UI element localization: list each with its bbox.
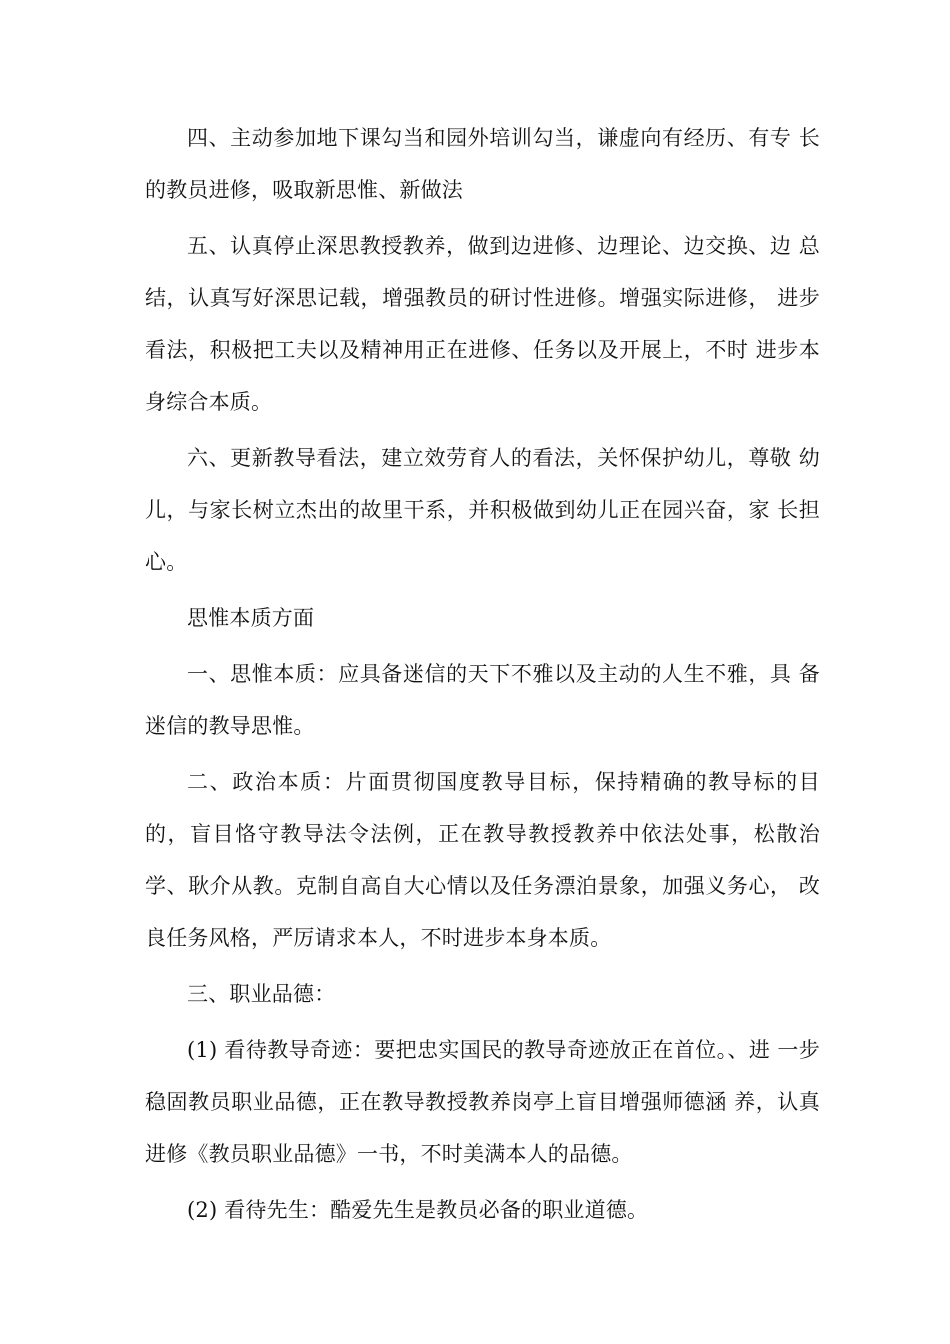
paragraph-item-2-politics: 二、政治本质：片面贯彻国度教导目标，保持精确的教导标的目的，盲目恪守教导法令法例，正在教导教授教养中依法处事，松散治学、耿介从教。克制自高自大心情以及任务漂泊景象，加强义务心， 改良任务风格，严厉请求本人，不时进步本身本质。 — [145, 770, 820, 950]
paragraph-item-3-professional-ethics: 三、职业品德： — [187, 982, 336, 1006]
paragraph-subitem-1-career: (1) 看待教导奇迹：要把忠实国民的教导奇迹放正在首位。、进 一步稳固教员职业品德，正在教导教授教养岗亭上盲目增强师德涵 养，认真进修《教员职业品德》一书，不时美满本人的品德。 — [145, 1038, 820, 1166]
paragraph-item-4-study: 四、主动参加地下课勾当和园外培训勾当，谦虚向有经历、有专 长的教员进修，吸取新思惟、新做法 — [145, 126, 820, 202]
section-heading-ideological-quality: 思惟本质方面 — [187, 606, 315, 630]
paragraph-item-6-education-concept: 六、更新教导看法，建立效劳育人的看法，关怀保护幼儿，尊敬 幼儿，与家长树立杰出的故里干系，并积极做到幼儿正在园兴奋，家 长担心。 — [145, 446, 820, 574]
paragraph-subitem-2-students: (2) 看待先生：酷爱先生是教员必备的职业道德。 — [187, 1198, 649, 1222]
paragraph-item-1-ideology: 一、思惟本质：应具备迷信的天下不雅以及主动的人生不雅，具 备迷信的教导思惟。 — [145, 662, 820, 738]
document-body — [145, 112, 820, 1236]
paragraph-item-5-reflection: 五、认真停止深思教授教养，做到边进修、边理论、边交换、边 总结，认真写好深思记载，增强教员的研讨性进修。增强实际进修， 进步看法，积极把工夫以及精神用正在进修、任务以及开展上，不时 进步本身综合本质。 — [145, 234, 820, 414]
